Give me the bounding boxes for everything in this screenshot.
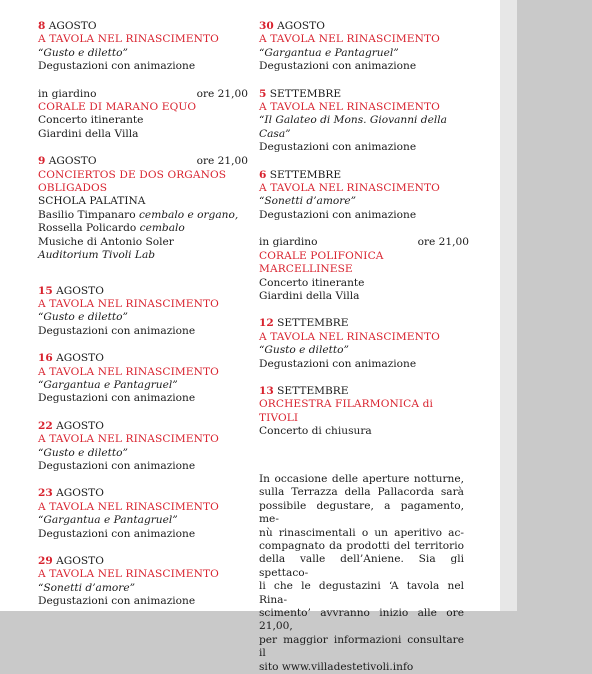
event-title: ORCHESTRA FILARMONICA di TIVOLI: [259, 398, 433, 424]
event-date-row: [38, 555, 248, 568]
notice-line: per maggior informazioni consultare il: [259, 633, 464, 660]
event-day: 22: [38, 419, 53, 432]
event-month: SETTEMBRE: [277, 384, 349, 397]
event-detail: Degustazioni con animazione: [38, 459, 196, 472]
event-subtitle: “Gusto e diletto”: [38, 311, 128, 324]
event-title: A TAVOLA NEL RINASCIMENTO: [38, 33, 219, 46]
event-title: A TAVOLA NEL RINASCIMENTO: [259, 182, 440, 195]
event-detail: Giardini della Villa: [259, 289, 360, 302]
event-subtitle: “Gargantua e Pantagruel”: [38, 514, 178, 527]
event-title: A TAVOLA NEL RINASCIMENTO: [38, 433, 219, 446]
event-day: 9: [38, 155, 46, 168]
event-day: 12: [259, 317, 274, 330]
event-detail: Concerto itinerante: [38, 114, 144, 127]
event-month: AGOSTO: [56, 352, 104, 365]
event-month: AGOSTO: [277, 20, 325, 32]
event-date: [38, 155, 97, 168]
event-entry: [259, 88, 469, 155]
event-title: A TAVOLA NEL RINASCIMENTO: [38, 568, 219, 581]
event-detail: Degustazioni con animazione: [259, 208, 417, 221]
event-date-row: [38, 420, 248, 433]
event-entry: [259, 169, 469, 223]
event-location: in giardino: [259, 236, 318, 249]
event-subtitle: “Sonetti d’amore”: [259, 195, 357, 208]
event-entry: [38, 420, 248, 474]
event-day: 23: [38, 487, 53, 500]
event-detail: Degustazioni con animazione: [38, 60, 196, 73]
page-edge-strip: [500, 0, 517, 611]
notice-line: sulla Terrazza della Pallacorda sarà: [259, 486, 464, 499]
left-column: [38, 20, 248, 623]
notice-line: compagnato da prodotti del territorio: [259, 540, 464, 553]
event-month: AGOSTO: [48, 155, 97, 168]
event-day: 13: [259, 384, 274, 397]
event-time: ore 21,00: [417, 236, 469, 249]
event-entry: [38, 155, 248, 262]
event-date-row: [259, 88, 469, 101]
event-title: CORALE DI MARANO EQUO: [38, 101, 197, 114]
event-day: 5: [259, 87, 267, 100]
event-detail: Degustazioni con animazione: [38, 595, 196, 608]
event-month: SETTEMBRE: [277, 317, 349, 330]
performer-name: Rossella Policardo: [38, 222, 137, 235]
event-month: AGOSTO: [48, 20, 97, 32]
event-date: [38, 487, 104, 500]
event-day: 29: [38, 555, 53, 567]
event-detail: Degustazioni con animazione: [259, 141, 417, 154]
event-date-row: [38, 20, 248, 33]
performer-name: Basilio Timpanaro: [38, 208, 136, 221]
event-subtitle: “Il Galateo di Mons. Giovanni della Casa”: [259, 114, 447, 140]
performer-role: cembalo: [139, 222, 185, 235]
notice-line: sito www.villadestetivoli.info: [259, 660, 414, 673]
performer-line: [38, 209, 248, 222]
event-day: 6: [259, 168, 267, 181]
event-day: 8: [38, 20, 46, 32]
event-date: [38, 352, 104, 365]
event-detail: Degustazioni con animazione: [38, 392, 196, 405]
event-title: A TAVOLA NEL RINASCIMENTO: [259, 101, 440, 114]
event-date: [259, 88, 341, 101]
event-detail: Giardini della Villa: [38, 127, 139, 140]
event-date-row: [259, 317, 469, 330]
event-entry: [38, 285, 248, 339]
event-month: AGOSTO: [56, 284, 104, 297]
event-subtitle: “Sonetti d’amore”: [38, 581, 136, 594]
event-month: AGOSTO: [56, 487, 104, 500]
event-title: A TAVOLA NEL RINASCIMENTO: [259, 33, 440, 46]
event-entry: [38, 555, 248, 609]
event-entry: [38, 88, 248, 142]
event-program: Musiche di Antonio Soler: [38, 235, 174, 248]
event-detail: Concerto itinerante: [259, 276, 365, 289]
event-date-row: [38, 285, 248, 298]
event-date-row: [259, 169, 469, 182]
event-date-row: [38, 155, 248, 168]
event-detail: Concerto di chiusura: [259, 425, 372, 438]
event-time: ore 21,00: [196, 87, 248, 100]
event-date-row: [38, 487, 248, 500]
event-date: [259, 385, 349, 398]
event-date-row: [259, 20, 469, 33]
event-detail: Degustazioni con animazione: [38, 527, 196, 540]
event-date-row: [38, 352, 248, 365]
event-month: SETTEMBRE: [269, 168, 342, 181]
event-subtitle: “Gusto e diletto”: [38, 446, 128, 459]
notice-line: In occasione delle aperture notturne,: [259, 473, 464, 485]
event-detail: Degustazioni con animazione: [38, 324, 196, 337]
event-entry: [259, 20, 469, 74]
event-date: [259, 236, 318, 249]
event-entry: [38, 487, 248, 541]
event-subtitle: “Gusto e diletto”: [38, 46, 128, 59]
event-date: [38, 88, 97, 101]
event-detail: Degustazioni con animazione: [259, 357, 417, 370]
event-date: [38, 555, 104, 568]
event-detail: SCHOLA PALATINA: [38, 195, 146, 208]
right-column: [259, 20, 469, 453]
event-date-row: [38, 88, 248, 101]
event-month: SETTEMBRE: [269, 87, 342, 100]
event-day: 16: [38, 352, 53, 365]
notice-line: scimento’ avvranno inizio alle ore 21,00,: [259, 607, 464, 633]
notice-line: nù rinascimentali o un aperitivo ac-: [259, 526, 464, 539]
event-entry: [259, 385, 469, 439]
event-title: A TAVOLA NEL RINASCIMENTO: [38, 297, 219, 310]
performer-line: [38, 222, 248, 235]
event-date: [38, 285, 104, 298]
event-title: CONCIERTOS DE DOS ORGANOS OBLIGADOS: [38, 168, 227, 195]
event-subtitle: “Gusto e diletto”: [259, 344, 349, 357]
notice-line: della valle dell’Aniene. Sia gli spettaco-: [259, 553, 464, 579]
event-month: AGOSTO: [56, 555, 104, 567]
event-time: ore 21,00: [196, 155, 248, 168]
event-month: AGOSTO: [56, 419, 104, 432]
event-date-row: [259, 236, 469, 249]
event-title: CORALE POLIFONICA MARCELLINESE: [259, 249, 384, 276]
event-date: [259, 20, 325, 33]
event-title: A TAVOLA NEL RINASCIMENTO: [38, 365, 219, 378]
notice-line: li che le degustazini ‘A tavola nel Rina-: [259, 580, 464, 606]
background-margin: [517, 0, 592, 611]
event-date: [259, 317, 349, 330]
performer-role: cembalo e organo,: [139, 208, 239, 221]
event-location: in giardino: [38, 87, 97, 100]
event-date: [38, 20, 97, 33]
event-entry: [38, 20, 248, 74]
event-entry: [259, 236, 469, 303]
event-entry: [38, 352, 248, 406]
event-detail: Degustazioni con animazione: [259, 60, 417, 73]
event-date: [259, 169, 341, 182]
event-entry: [259, 317, 469, 371]
event-day: 15: [38, 284, 53, 297]
event-date-row: [259, 385, 469, 398]
event-title: A TAVOLA NEL RINASCIMENTO: [259, 330, 440, 343]
event-subtitle: “Gargantua e Pantagruel”: [259, 46, 399, 59]
event-subtitle: “Gargantua e Pantagruel”: [38, 378, 178, 391]
event-title: A TAVOLA NEL RINASCIMENTO: [38, 500, 219, 513]
event-venue: Auditorium Tivoli Lab: [38, 249, 156, 262]
event-day: 30: [259, 20, 274, 32]
notice-paragraph: [259, 473, 464, 674]
event-date: [38, 420, 104, 433]
notice-line: possibile degustare, a pagamento, me-: [259, 499, 464, 526]
